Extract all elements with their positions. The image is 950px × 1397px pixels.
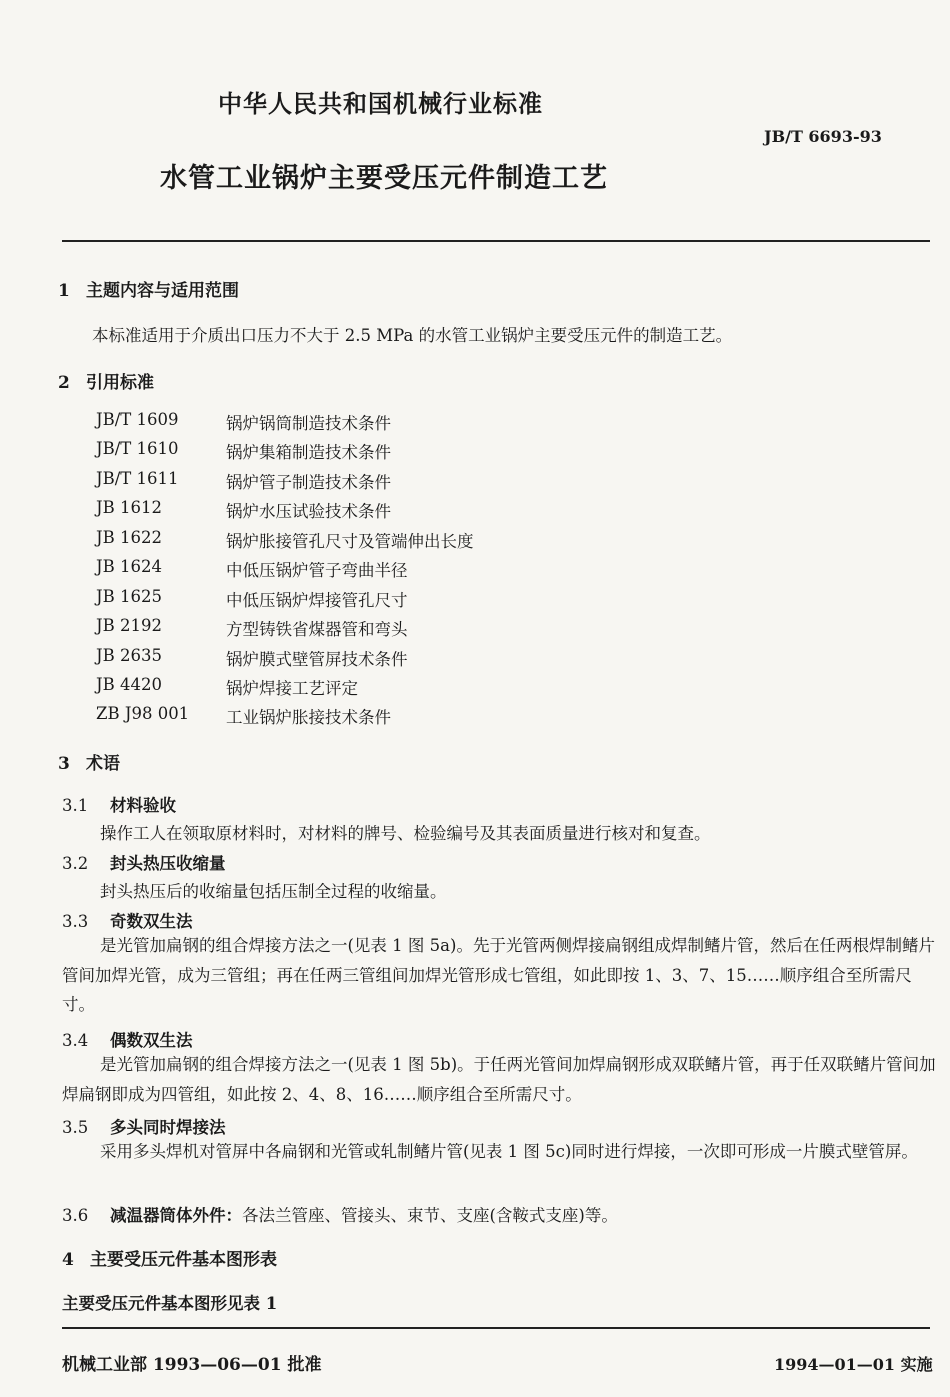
reference-code: JB/T 1610 xyxy=(96,439,179,458)
reference-code: JB 2192 xyxy=(96,616,162,635)
term-text: 采用多头焊机对管屏中各扁钢和光管或轧制鳍片管(见表 1 图 5c)同时进行焊接，一次即可形成一片膜式壁管屏。 xyxy=(100,1142,918,1161)
section-title: 主题内容与适用范围 xyxy=(86,281,239,301)
term-heading xyxy=(62,1202,618,1226)
section-1-heading xyxy=(58,276,239,301)
reference-code: JB/T 1609 xyxy=(96,410,179,429)
section-4-text: 主要受压元件基本图形见表 1 xyxy=(62,1294,278,1313)
term-number: 3.3 xyxy=(62,912,89,931)
term-number: 3.6 xyxy=(62,1206,89,1225)
term-number: 3.5 xyxy=(62,1118,89,1137)
reference-title: 锅炉焊接工艺评定 xyxy=(226,679,358,698)
reference-title: 中低压锅炉焊接管孔尺寸 xyxy=(226,591,408,610)
section-number: 2 xyxy=(58,373,70,393)
term-text: 封头热压后的收缩量包括压制全过程的收缩量。 xyxy=(100,882,447,901)
reference-code: JB 4420 xyxy=(96,675,162,694)
reference-code: JB 1612 xyxy=(96,498,162,517)
term-text: 操作工人在领取原材料时，对材料的牌号、检验编号及其表面质量进行核对和复查。 xyxy=(100,824,711,843)
term-title: 奇数双生法 xyxy=(110,912,193,931)
section-number: 3 xyxy=(58,754,70,774)
section-title: 引用标准 xyxy=(86,373,154,393)
section-title: 主要受压元件基本图形表 xyxy=(90,1250,277,1270)
section-title: 术语 xyxy=(86,754,120,774)
issuing-organization: 中华人民共和国机械行业标准 xyxy=(218,90,543,118)
term-heading xyxy=(62,908,193,932)
term-heading xyxy=(62,1114,226,1138)
section-3-heading xyxy=(58,749,120,774)
reference-title: 锅炉膜式壁管屏技术条件 xyxy=(226,650,408,669)
reference-title: 中低压锅炉管子弯曲半径 xyxy=(226,561,408,580)
reference-title: 方型铸铁省煤器管和弯头 xyxy=(226,620,408,639)
section-1-text: 本标准适用于介质出口压力不大于 2.5 MPa 的水管工业锅炉主要受压元件的制造工艺。 xyxy=(92,326,733,345)
term-heading xyxy=(62,1027,193,1051)
section-2-heading xyxy=(58,368,154,393)
term-heading xyxy=(62,850,226,874)
section-4-heading xyxy=(62,1245,277,1270)
reference-title: 锅炉集箱制造技术条件 xyxy=(226,443,391,462)
term-number: 3.2 xyxy=(62,854,89,873)
term-text: 各法兰管座、管接头、束节、支座(含鞍式支座)等。 xyxy=(242,1206,618,1225)
footer-divider xyxy=(62,1327,930,1329)
reference-title: 锅炉胀接管孔尺寸及管端伸出长度 xyxy=(226,532,474,551)
reference-title: 锅炉锅筒制造技术条件 xyxy=(226,414,391,433)
term-number: 3.4 xyxy=(62,1031,89,1050)
reference-title: 锅炉水压试验技术条件 xyxy=(226,502,391,521)
term-heading xyxy=(62,792,176,816)
approval-date: 机械工业部 1993—06—01 批准 xyxy=(62,1355,322,1375)
term-number: 3.1 xyxy=(62,796,89,815)
reference-code: JB 1624 xyxy=(96,557,162,576)
reference-code: JB 2635 xyxy=(96,646,162,665)
standard-number: JB/T 6693-93 xyxy=(764,127,882,146)
reference-code: JB 1625 xyxy=(96,587,162,606)
reference-code: JB/T 1611 xyxy=(96,469,179,488)
term-title: 减温器筒体外件： xyxy=(110,1206,242,1225)
term-title: 偶数双生法 xyxy=(110,1031,193,1050)
term-title: 多头同时焊接法 xyxy=(110,1118,226,1137)
reference-code: ZB J98 001 xyxy=(96,704,190,723)
reference-title: 锅炉管子制造技术条件 xyxy=(226,473,391,492)
header-divider xyxy=(62,240,930,242)
effective-date: 1994—01—01 实施 xyxy=(774,1355,933,1374)
term-title: 封头热压收缩量 xyxy=(110,854,226,873)
term-title: 材料验收 xyxy=(110,796,176,815)
term-text: 是光管加扁钢的组合焊接方法之一(见表 1 图 5b)。于任两光管间加焊扁钢形成双联鳍片管，再于任双联鳍片管间加焊扁钢即成为四管组，如此按 2、4、8、16……顺序组合至所需尺寸。 xyxy=(62,1055,936,1104)
reference-title: 工业锅炉胀接技术条件 xyxy=(226,708,391,727)
section-number: 4 xyxy=(62,1250,74,1270)
document-title: 水管工业锅炉主要受压元件制造工艺 xyxy=(160,163,608,194)
section-number: 1 xyxy=(58,281,70,301)
reference-code: JB 1622 xyxy=(96,528,162,547)
term-text: 是光管加扁钢的组合焊接方法之一(见表 1 图 5a)。先于光管两侧焊接扁钢组成焊制鳍片管，然后在任两根焊制鳍片管间加焊光管，成为三管组；再在任两三管组间加焊光管形成七管组，如此即按 1、3、7、15……顺序组合至所需尺寸。 xyxy=(62,936,935,1014)
